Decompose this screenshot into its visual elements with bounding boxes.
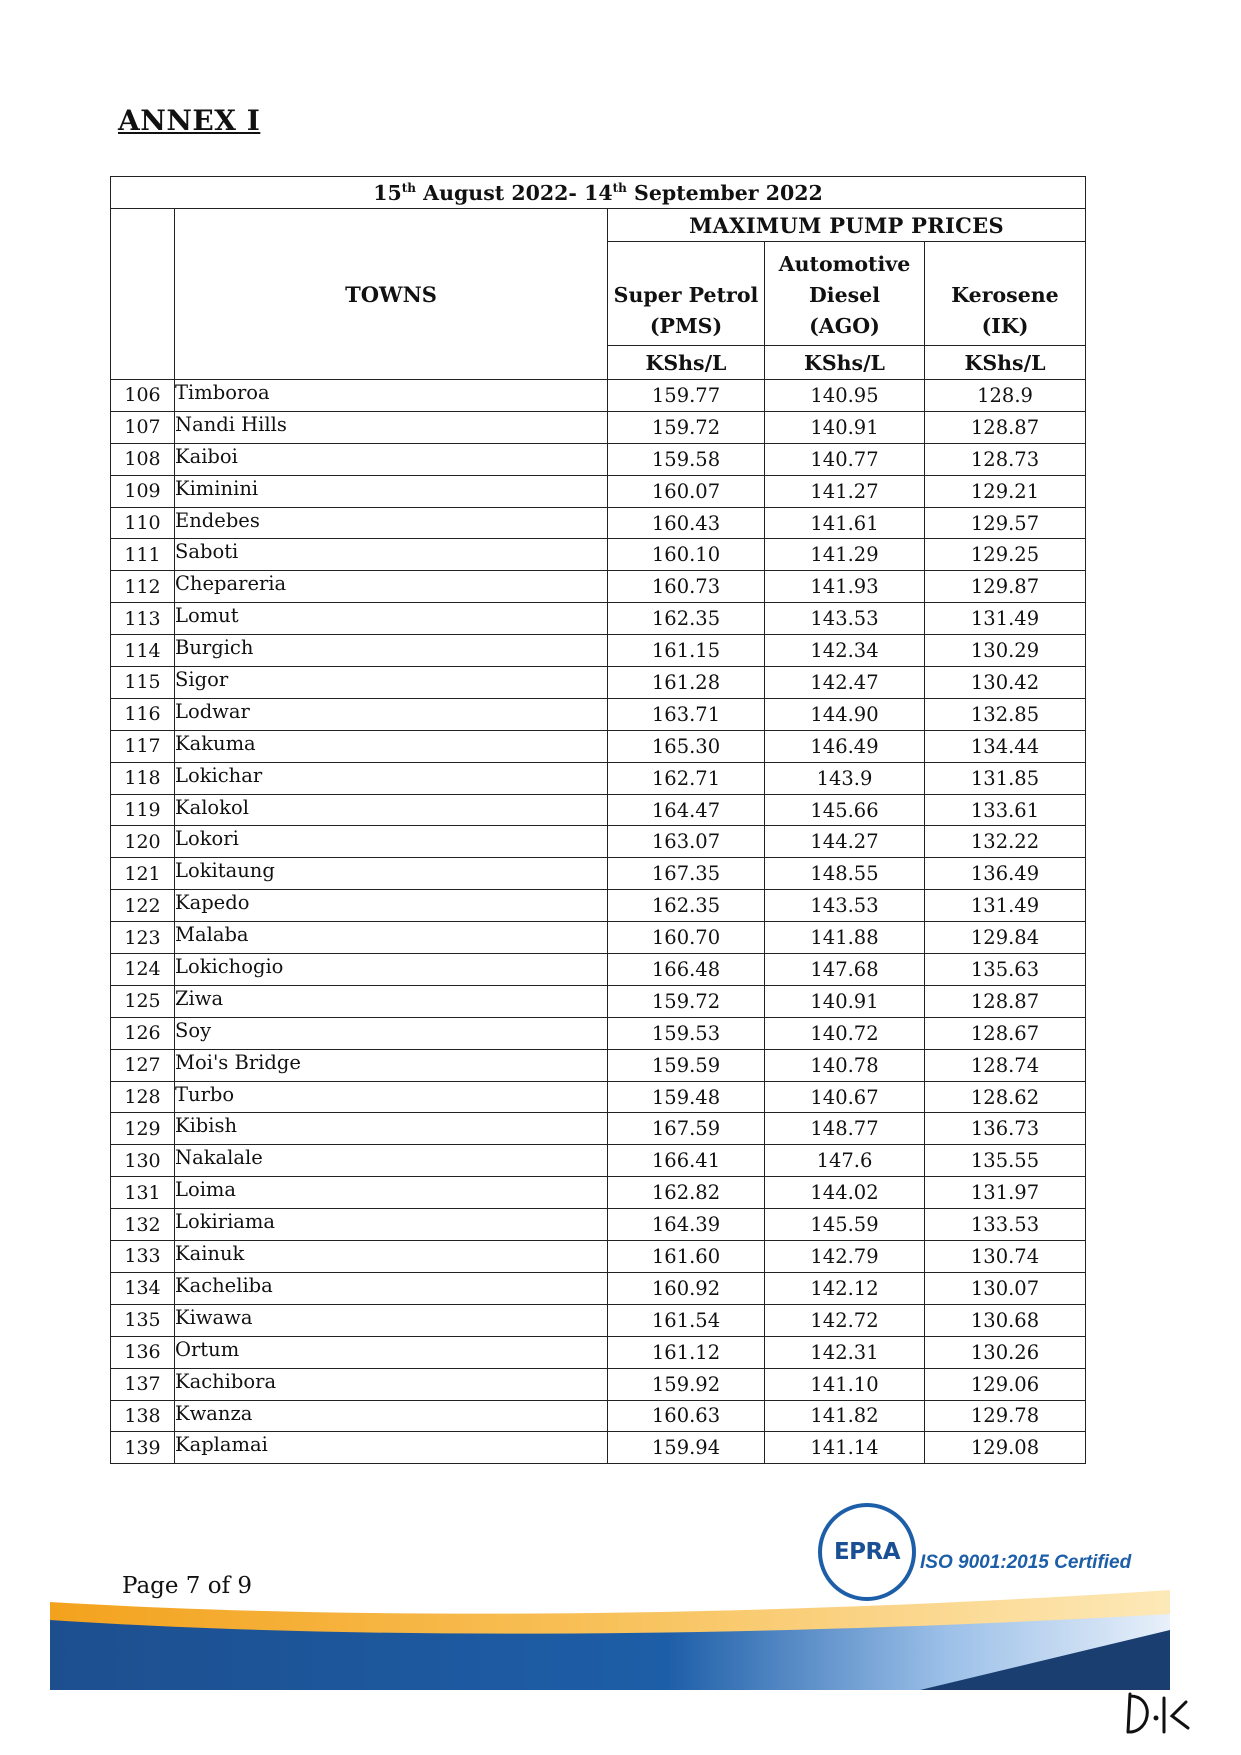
ago-price: 142.72 [765,1304,925,1336]
row-index: 134 [111,1272,175,1304]
town-name: Kaiboi [175,443,608,475]
ik-price: 129.06 [925,1368,1086,1400]
town-name: Kachibora [175,1368,608,1400]
ik-price: 133.53 [925,1209,1086,1241]
ago-price: 142.79 [765,1241,925,1273]
table-row [111,794,1086,826]
table-row [111,571,1086,603]
table-row [111,667,1086,699]
pms-price: 159.72 [608,985,765,1017]
ik-price: 136.49 [925,858,1086,890]
pms-price: 159.72 [608,411,765,443]
pms-price: 159.59 [608,1049,765,1081]
row-index: 128 [111,1081,175,1113]
ik-price: 131.49 [925,890,1086,922]
row-index: 117 [111,730,175,762]
ago-price: 143.53 [765,603,925,635]
towns-header: TOWNS [175,209,608,380]
ik-price: 128.87 [925,985,1086,1017]
signature-initials [1124,1688,1194,1738]
table-row [111,507,1086,539]
pms-price: 163.07 [608,826,765,858]
ago-price: 144.27 [765,826,925,858]
row-index: 120 [111,826,175,858]
town-name: Kalokol [175,794,608,826]
town-name: Chepareria [175,571,608,603]
ik-price: 130.26 [925,1336,1086,1368]
town-name: Kibish [175,1113,608,1145]
row-index: 119 [111,794,175,826]
town-name: Ortum [175,1336,608,1368]
table-row [111,411,1086,443]
ik-price: 133.61 [925,794,1086,826]
ago-price: 141.82 [765,1400,925,1432]
row-index: 125 [111,985,175,1017]
row-index: 110 [111,507,175,539]
footer-band [50,1590,1170,1690]
table-row [111,380,1086,412]
ik-price: 130.07 [925,1272,1086,1304]
town-name: Burgich [175,635,608,667]
town-name: Turbo [175,1081,608,1113]
town-name: Kacheliba [175,1272,608,1304]
ago-price: 148.77 [765,1113,925,1145]
ago-price: 141.27 [765,475,925,507]
row-index: 130 [111,1145,175,1177]
ago-price: 145.59 [765,1209,925,1241]
row-index: 113 [111,603,175,635]
row-index: 139 [111,1432,175,1464]
town-name: Lokichogio [175,954,608,986]
row-index: 133 [111,1241,175,1273]
ago-price: 143.53 [765,890,925,922]
ik-price: 132.22 [925,826,1086,858]
town-name: Loima [175,1177,608,1209]
table-row [111,1081,1086,1113]
ago-header: Automotive Diesel (AGO) [765,242,925,346]
row-index: 122 [111,890,175,922]
ik-price: 131.97 [925,1177,1086,1209]
ik-price: 130.42 [925,667,1086,699]
row-index: 129 [111,1113,175,1145]
pms-price: 166.48 [608,954,765,986]
pms-price: 159.48 [608,1081,765,1113]
town-name: Kapedo [175,890,608,922]
pms-price: 163.71 [608,698,765,730]
row-index: 136 [111,1336,175,1368]
town-name: Nandi Hills [175,411,608,443]
town-name: Lodwar [175,698,608,730]
pms-price: 167.35 [608,858,765,890]
iso-certification: ISO 9001:2015 Certified [920,1552,1132,1573]
town-name: Lomut [175,603,608,635]
ago-price: 144.02 [765,1177,925,1209]
pms-header: Super Petrol (PMS) [608,242,765,346]
table-row [111,1400,1086,1432]
ik-price: 129.78 [925,1400,1086,1432]
town-name: Nakalale [175,1145,608,1177]
table-row [111,985,1086,1017]
town-name: Kiwawa [175,1304,608,1336]
table-row [111,1432,1086,1464]
pms-price: 164.47 [608,794,765,826]
table-row [111,698,1086,730]
pms-price: 167.59 [608,1113,765,1145]
pms-price: 161.54 [608,1304,765,1336]
ago-price: 141.93 [765,571,925,603]
table-row [111,1241,1086,1273]
page-number: Page 7 of 9 [122,1573,253,1599]
town-name: Moi's Bridge [175,1049,608,1081]
town-name: Kwanza [175,1400,608,1432]
row-index: 132 [111,1209,175,1241]
table-row [111,1049,1086,1081]
annex-title: ANNEX I [118,104,261,137]
row-index: 138 [111,1400,175,1432]
table-row [111,762,1086,794]
pms-price: 161.15 [608,635,765,667]
ik-price: 128.62 [925,1081,1086,1113]
ik-price: 129.08 [925,1432,1086,1464]
ago-unit: KShs/L [765,346,925,380]
ago-price: 144.90 [765,698,925,730]
ik-price: 134.44 [925,730,1086,762]
ago-price: 147.6 [765,1145,925,1177]
ago-price: 141.14 [765,1432,925,1464]
ago-price: 143.9 [765,762,925,794]
pms-price: 159.94 [608,1432,765,1464]
pms-price: 160.92 [608,1272,765,1304]
ago-price: 145.66 [765,794,925,826]
ago-price: 146.49 [765,730,925,762]
ik-price: 129.84 [925,922,1086,954]
table-row [111,1304,1086,1336]
row-index: 107 [111,411,175,443]
row-index: 114 [111,635,175,667]
ago-price: 142.47 [765,667,925,699]
ik-price: 130.68 [925,1304,1086,1336]
pms-price: 162.35 [608,603,765,635]
pms-price: 164.39 [608,1209,765,1241]
ago-price: 147.68 [765,954,925,986]
ik-price: 129.57 [925,507,1086,539]
pms-price: 160.63 [608,1400,765,1432]
town-name: Lokiriama [175,1209,608,1241]
row-index: 106 [111,380,175,412]
ago-price: 141.10 [765,1368,925,1400]
period-header: 15th August 2022- 14th September 2022 [111,177,1086,209]
table-row [111,826,1086,858]
ik-price: 129.87 [925,571,1086,603]
pms-price: 162.82 [608,1177,765,1209]
table-row [111,1209,1086,1241]
table-row [111,603,1086,635]
price-rows [111,380,1086,1464]
town-name: Lokori [175,826,608,858]
table-row [111,539,1086,571]
ik-price: 128.9 [925,380,1086,412]
ago-price: 148.55 [765,858,925,890]
table-row [111,858,1086,890]
pms-price: 159.92 [608,1368,765,1400]
ago-price: 142.12 [765,1272,925,1304]
ago-price: 142.31 [765,1336,925,1368]
town-name: Ziwa [175,985,608,1017]
pms-price: 160.10 [608,539,765,571]
ik-price: 136.73 [925,1113,1086,1145]
row-index: 137 [111,1368,175,1400]
table-row [111,922,1086,954]
row-index: 126 [111,1017,175,1049]
town-name: Endebes [175,507,608,539]
ago-price: 140.91 [765,411,925,443]
row-index: 123 [111,922,175,954]
row-index: 135 [111,1304,175,1336]
row-index: 131 [111,1177,175,1209]
row-index: 116 [111,698,175,730]
ik-price: 130.74 [925,1241,1086,1273]
pms-price: 160.43 [608,507,765,539]
ik-price: 131.85 [925,762,1086,794]
ago-price: 142.34 [765,635,925,667]
table-row [111,1017,1086,1049]
table-row [111,635,1086,667]
town-name: Soy [175,1017,608,1049]
pms-price: 160.73 [608,571,765,603]
row-index: 109 [111,475,175,507]
ik-price: 129.25 [925,539,1086,571]
ik-price: 128.67 [925,1017,1086,1049]
pms-price: 161.28 [608,667,765,699]
town-name: Saboti [175,539,608,571]
pms-price: 161.60 [608,1241,765,1273]
pms-price: 161.12 [608,1336,765,1368]
town-name: Kaplamai [175,1432,608,1464]
row-index: 124 [111,954,175,986]
pms-unit: KShs/L [608,346,765,380]
pms-price: 159.58 [608,443,765,475]
ago-price: 140.72 [765,1017,925,1049]
pms-price: 165.30 [608,730,765,762]
town-name: Kiminini [175,475,608,507]
ik-price: 128.73 [925,443,1086,475]
pms-price: 166.41 [608,1145,765,1177]
ik-price: 135.63 [925,954,1086,986]
town-name: Sigor [175,667,608,699]
epra-logo: EPRA [818,1503,916,1601]
row-index: 121 [111,858,175,890]
row-index: 115 [111,667,175,699]
pms-price: 160.07 [608,475,765,507]
town-name: Malaba [175,922,608,954]
town-name: Kainuk [175,1241,608,1273]
table-row [111,730,1086,762]
ik-header: Kerosene (IK) [925,242,1086,346]
ago-price: 141.29 [765,539,925,571]
table-row [111,1336,1086,1368]
row-index: 112 [111,571,175,603]
row-index: 111 [111,539,175,571]
pms-price: 159.53 [608,1017,765,1049]
ik-price: 132.85 [925,698,1086,730]
pms-price: 162.35 [608,890,765,922]
ik-price: 135.55 [925,1145,1086,1177]
table-row [111,890,1086,922]
ago-price: 141.61 [765,507,925,539]
row-index: 118 [111,762,175,794]
ago-price: 140.67 [765,1081,925,1113]
table-row [111,1272,1086,1304]
row-index: 127 [111,1049,175,1081]
ik-price: 128.74 [925,1049,1086,1081]
ago-price: 140.78 [765,1049,925,1081]
pms-price: 160.70 [608,922,765,954]
town-name: Lokichar [175,762,608,794]
town-name: Timboroa [175,380,608,412]
table-row [111,475,1086,507]
ik-price: 130.29 [925,635,1086,667]
table-row [111,954,1086,986]
ik-price: 129.21 [925,475,1086,507]
table-row [111,1177,1086,1209]
table-row [111,443,1086,475]
ik-unit: KShs/L [925,346,1086,380]
ago-price: 140.95 [765,380,925,412]
index-header [111,209,175,380]
pms-price: 162.71 [608,762,765,794]
table-row [111,1145,1086,1177]
ik-price: 131.49 [925,603,1086,635]
table-row [111,1368,1086,1400]
ago-price: 141.88 [765,922,925,954]
ik-price: 128.87 [925,411,1086,443]
row-index: 108 [111,443,175,475]
table-row [111,1113,1086,1145]
pump-prices-table [110,176,1086,1464]
town-name: Kakuma [175,730,608,762]
max-pump-prices-header: MAXIMUM PUMP PRICES [608,209,1086,242]
pms-price: 159.77 [608,380,765,412]
ago-price: 140.91 [765,985,925,1017]
ago-price: 140.77 [765,443,925,475]
town-name: Lokitaung [175,858,608,890]
